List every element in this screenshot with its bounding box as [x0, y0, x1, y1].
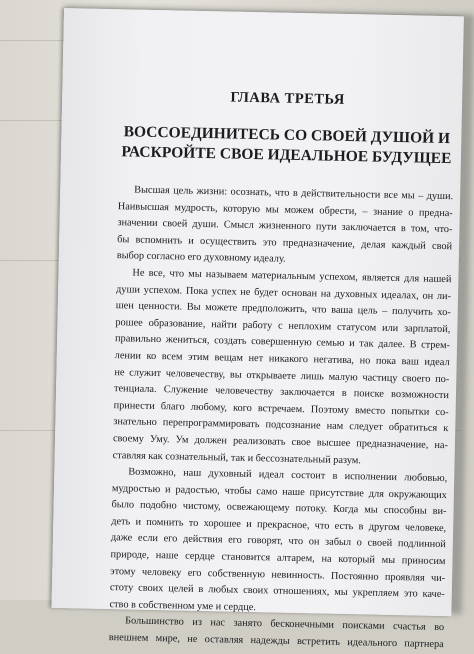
text-line: принести благо любому, кого встречаем. Поэтому вместо попытки со- [113, 399, 449, 418]
chapter-title [119, 122, 455, 169]
text-line: не служит человечеству, вы открываете лишь малую частицу своего по- [114, 366, 450, 385]
chapter-title-line: РАСКРОЙТЕ СВОЕ ИДЕАЛЬНОЕ БУДУЩЕЕ [121, 143, 452, 168]
text-line: ство в собственном уме и сердце. [109, 598, 257, 613]
paragraph [117, 182, 454, 272]
text-line: этому человеку его собственную невинность. Постоянно проявляя чи- [110, 565, 446, 584]
text-line: выбор согласно его духовному идеалу. [116, 250, 286, 266]
book-page [51, 8, 463, 651]
text-line: Наивысшая мудрость, которую мы можем обрести, – знание о предна- [117, 200, 453, 219]
text-line: шен ценности. Вы можете предположить, что ваша цель – получить хо- [115, 300, 451, 319]
text-line: было подобно чистому, освежающему потоку. Когда мы способны ви- [111, 499, 447, 518]
text-line: тенциала. Служение человечеству заключается в поиске возможности [113, 383, 450, 402]
text-line: Высшая цель жизни: осознать, что в действительности все мы – души. [134, 184, 454, 203]
text-line: Большинство из нас занято бесконечными поисками счастья во [125, 615, 445, 634]
text-line: рошее образование, найти работу с неплохим статусом или зарплатой, [115, 316, 451, 335]
page-text-block [109, 87, 456, 654]
paragraph [112, 265, 451, 471]
text-line: стоту своих целей в любых своих отношениях, мы укрепляем это каче- [109, 582, 445, 601]
chapter-title-line: ВОССОЕДИНИТЕСЬ СО СВОЕЙ ДУШОЙ И [123, 123, 451, 148]
text-line: природе, наше сердце становится алтарем, на который мы приносим [110, 549, 446, 568]
text-line: ставляя как сознательный, так и бессознательный разум. [112, 449, 362, 466]
text-line: знательно перепрограммировать подсознание нам следует обратиться к [113, 416, 449, 435]
text-line: значении своей души. Смысл жизненного пути заключается в том, что- [117, 217, 453, 236]
text-line: даже если его действия его говорят, что он забыл о своей подлинной [110, 532, 446, 551]
text-line: бы вспомнить и осуществить это предназначение, делая каждый свой [117, 233, 453, 252]
text-line: деть и помнить то хорошее и прекрасное, что есть в другом человеке, [111, 515, 447, 534]
paragraph [109, 614, 445, 654]
text-line: мудростью и радостью, чтобы само наше присутствие для окружающих [111, 482, 447, 501]
text-line: внешнем мире, не оставляя надежды встретить идеального партнера [108, 632, 444, 651]
text-line: правильно жениться, создать совершенную семью и так далее. В стрем- [114, 333, 451, 352]
paragraph [109, 464, 447, 620]
body-text [109, 182, 454, 654]
text-line: души успехом. Пока успех не будет основан на духовных идеалах, он ли- [116, 283, 452, 302]
chapter-heading: ГЛАВА ТРЕТЬЯ [230, 89, 345, 108]
text-line: Не все, что мы называем материальным успехом, является для нашей [132, 267, 452, 286]
text-line: своему Уму. Ум должен реализовать свое высшее предназначение, на- [112, 433, 449, 452]
text-line: Возможно, наш духовный идеал состоит в исполнении любовью, [128, 466, 448, 485]
text-line: лении ко всем этим вещам нет никакого негатива, но пока ваш идеал [114, 350, 450, 369]
